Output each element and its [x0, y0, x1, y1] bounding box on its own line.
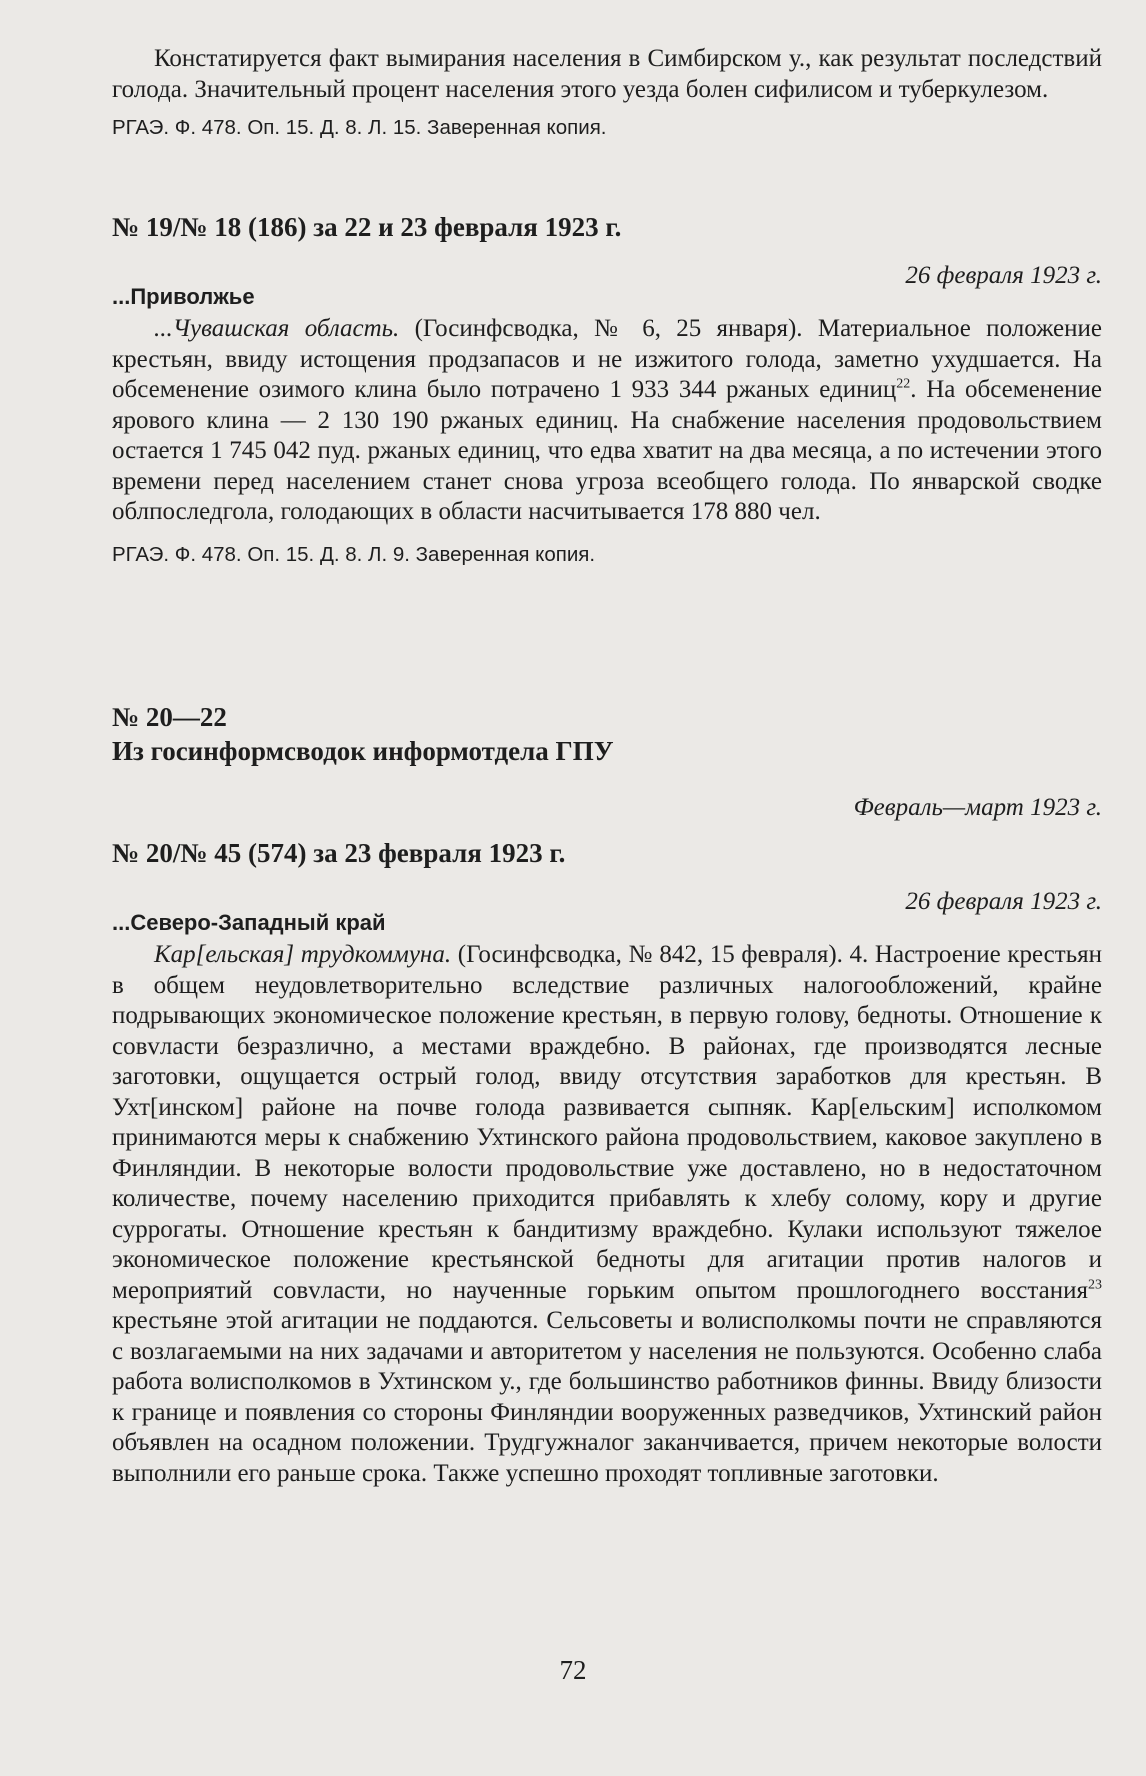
section-title: Из госинформсводок информотдела ГПУ [112, 736, 614, 766]
doc20-date: 26 февраля 1923 г. [905, 888, 1102, 915]
section-number: № 20—22 [112, 702, 227, 732]
doc20-text-2: крестьяне этой агитации не поддаются. Сельсоветы и волисполкомы почти не справляются с возлагаемыми на них задачами и авторитетом у населения не пользуются. Особенно слаба работа волисполкомов в Ухтинском у., где большинство работников финны. Ввиду близости к границе и появления со стороны Финляндии вооруженных разведчиков, Ухтинский район объявлен на осадном положении. Трудгужналог заканчивается, причем некоторые волости выполнили его раньше срока. Также успешно проходят топливные заготовки. [112, 1307, 1102, 1487]
footnote-22: 22 [896, 376, 911, 392]
doc20-body [112, 940, 1102, 1489]
doc19-text-1: (Госинфсводка, № 6, 25 января). Материальное положение крестьян, ввиду истощения продзапасов и не изжитого голода, заметно ухудшается. На обсеменение озимого клина было потрачено 1 933 344 ржаных единиц [112, 315, 1102, 403]
doc19-text-2: . На обсеменение ярового клина — 2 130 190 ржаных единиц. На снабжение населения продовольствием остается 1 745 042 пуд. ржаных единиц, что едва хватит на два месяца, а по истечении этого времени перед населением станет снова угроза всеобщего голода. По январской сводке облпоследгола, голодающих в области насчитывается 178 880 чел. [112, 376, 1102, 525]
footnote-23: 23 [1088, 1277, 1102, 1293]
doc20-subject: Кар[ельская] трудкоммуна. [154, 941, 452, 968]
doc19-heading: № 19/№ 18 (186) за 22 и 23 февраля 1923 г. [112, 212, 622, 242]
doc19-body [112, 314, 1102, 528]
doc20-text-1: (Госинфсводка, № 842, 15 февраля). 4. Настроение крестьян в общем неудовлетворительно вследствие различных налогообложений, крайне подрывающих экономическое положение крестьян, в первую голову, бедноты. Отношение к совvласти безразлично, а местами враждебно. В районах, где производятся лесные заготовки, ощущается острый голод, ввиду отсутствия заработков для крестьян. В Ухт[инском] районе на почве голода развивается сыпняк. Кар[ельским] исполкомом принимаются меры к снабжению Ухтинского района продовольствием, каковое закуплено в Финляндии. В некоторые волости продовольствие уже доставлено, но в недостаточном количестве, почему населению приходится прибавлять к хлебу солому, кору и другие суррогаты. Отношение крестьян к бандитизму враждебно. Кулаки используют тяжелое экономическое положение крестьянской бедноты для агитации против налогов и мероприятий совvласти, но наученные горьким опытом прошлогоднего восстания [112, 941, 1102, 1304]
doc20-heading: № 20/№ 45 (574) за 23 февраля 1923 г. [112, 838, 566, 868]
archive-reference-2: РГАЭ. Ф. 478. Оп. 15. Д. 8. Л. 9. Заверенная копия. [112, 542, 596, 566]
document-20 [112, 836, 1102, 1489]
top-section [112, 44, 1102, 141]
document-19 [112, 210, 1102, 568]
doc19-region: ...Приволжье [112, 284, 255, 309]
doc19-date: 26 февраля 1923 г. [905, 262, 1102, 289]
section-header [112, 700, 1102, 821]
top-paragraph: Констатируется факт вымирания населения в Симбирском у., как результат последствий голода. Значительный процент населения этого уезда болен сифилисом и туберкулезом. [112, 45, 1102, 103]
page-number: 72 [559, 1655, 587, 1685]
doc20-region: ...Северо-Западный край [112, 910, 386, 935]
section-date: Февраль—март 1923 г. [853, 794, 1102, 821]
doc19-subject: ...Чувашская область. [154, 315, 400, 342]
archive-reference-1: РГАЭ. Ф. 478. Оп. 15. Д. 8. Л. 15. Заверенная копия. [112, 116, 607, 139]
